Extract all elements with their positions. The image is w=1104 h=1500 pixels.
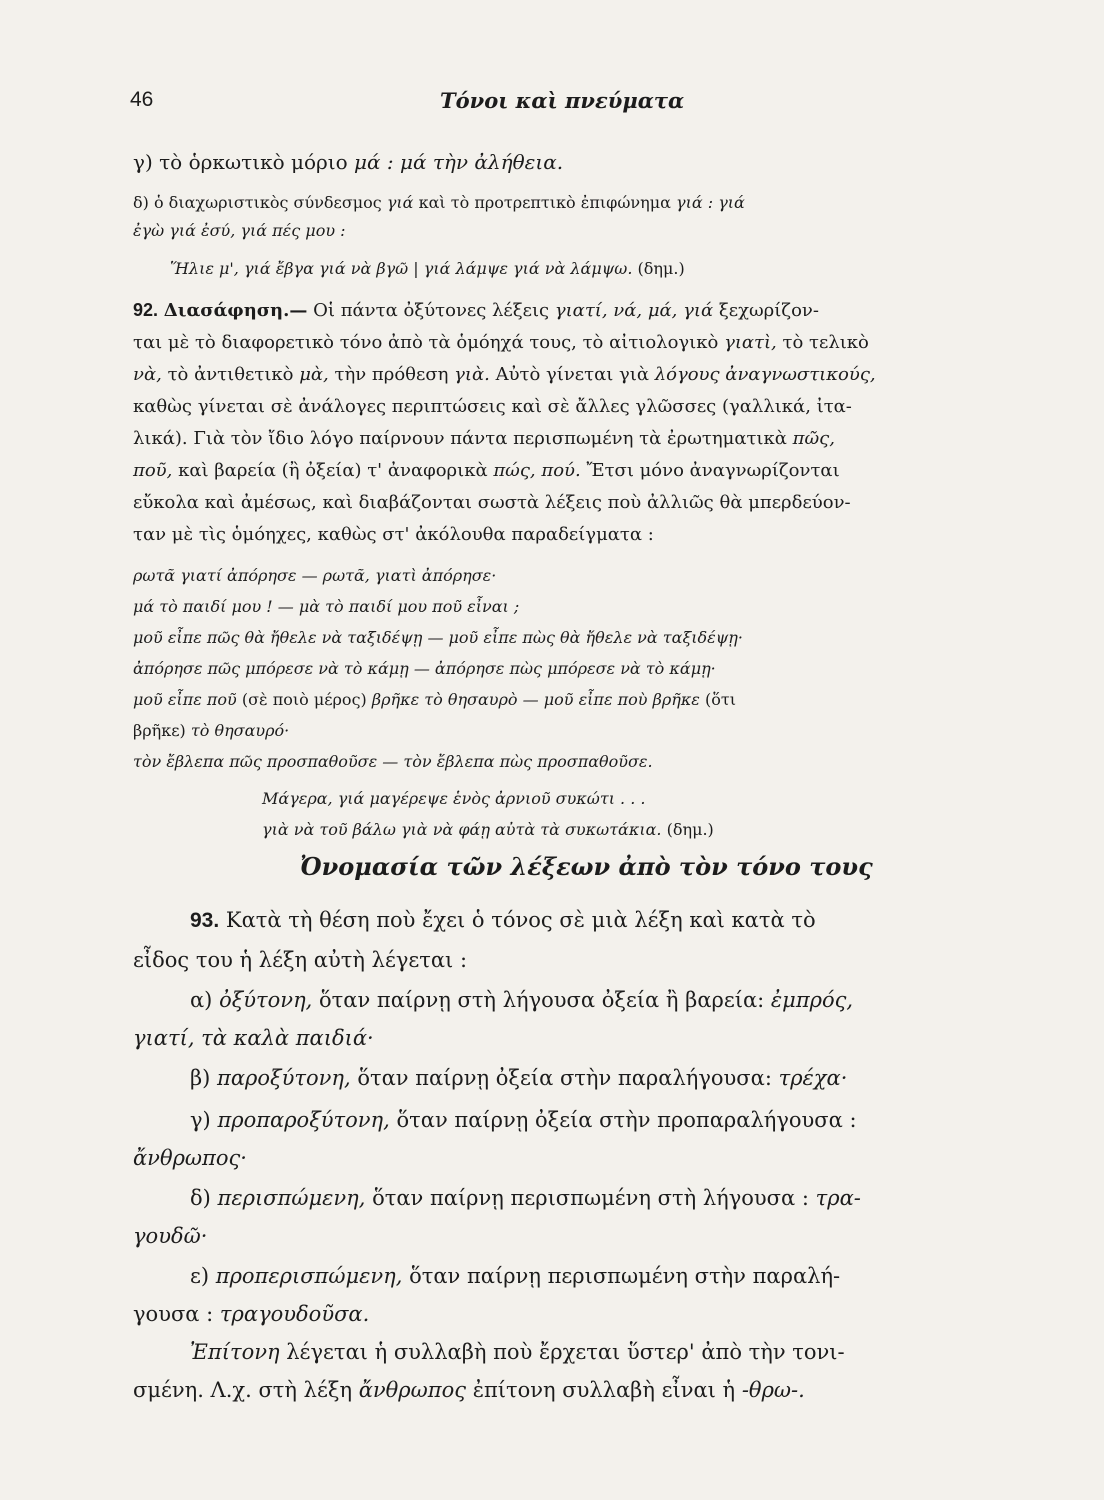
verse-2: γιὰ νὰ τοῦ βάλω γιὰ νὰ φάῃ αὐτὰ τὰ συκωτάκια. (δημ.): [262, 820, 714, 839]
running-header: [130, 88, 970, 112]
item-e-cont: γουσα : τραγουδοῦσα.: [133, 1302, 370, 1326]
verse-1: Μάγερα, γιά μαγέρεψε ἑνὸς ἀρνιοῦ συκώτι . . .: [262, 789, 646, 808]
section-92-line4: καθὼς γίνεται σὲ ἀνάλογες περιπτώσεις καὶ σὲ ἄλλες γλῶσσες (γαλλικά, ἰτα-: [133, 396, 852, 417]
example-3: μοῦ εἶπε πῶς θὰ ἤθελε νὰ ταξιδέψῃ — μοῦ εἶπε πὼς θὰ ἤθελε νὰ ταξιδέψῃ·: [133, 628, 743, 647]
section-92-line8: ταν μὲ τὶς ὁμόηχες, καθὼς στ' ἀκόλουθα παραδείγματα :: [133, 524, 654, 545]
section-92-line5: λικά). Γιὰ τὸν ἴδιο λόγο παίρνουν πάντα περισπωμένη τὰ ἐρωτηματικὰ πῶς,: [133, 428, 835, 449]
item-a: α) ὀξύτονη, ὅταν παίρνῃ στὴ λήγουσα ὀξεία ἢ βαρεία: ἐμπρός,: [190, 988, 854, 1012]
section-92-line2: ται μὲ τὸ διαφορετικὸ τόνο ἀπὸ τὰ ὁμόηχά τους, τὸ αἰτιολογικὸ γιατὶ, τὸ τελικὸ: [133, 332, 869, 353]
example-6: τὸν ἔβλεπα πῶς προσπαθοῦσε — τὸν ἔβλεπα πὼς προσπαθοῦσε.: [133, 752, 653, 771]
page-number: 46: [130, 88, 154, 111]
section-number: 93.: [190, 909, 220, 932]
section-title: Διασάφηση.—: [163, 300, 308, 321]
item-gamma: γ) τὸ ὁρκωτικὸ μόριο μά : μά τὴν ἀλήθεια.: [133, 150, 564, 174]
example-5: μοῦ εἶπε ποῦ (σὲ ποιὸ μέρος) βρῆκε τὸ θησαυρὸ — μοῦ εἶπε ποὺ βρῆκε (ὅτι: [133, 690, 736, 709]
example-4: ἀπόρησε πῶς μπόρεσε νὰ τὸ κάμῃ — ἀπόρησε πὼς μπόρεσε νὰ τὸ κάμῃ·: [133, 659, 716, 678]
item-delta-line1: δ) ὁ διαχωριστικὸς σύνδεσμος γιά καὶ τὸ προτρεπτικὸ ἐπιφώνημα γιά : γιά: [133, 193, 745, 212]
section-number: 92.: [133, 300, 159, 320]
example-5-cont: βρῆκε) τὸ θησαυρό·: [133, 721, 290, 740]
example-2: μά τὸ παιδί μου ! — μὰ τὸ παιδί μου ποῦ εἶναι ;: [133, 597, 520, 616]
item-a-cont: γιατί, τὰ καλὰ παιδιά·: [133, 1026, 374, 1050]
item-g-cont: ἄνθρωπος·: [133, 1146, 247, 1170]
item-e: ε) προπερισπώμενη, ὅταν παίρνῃ περισπωμένη στὴν παραλή-: [190, 1264, 841, 1288]
item-d-cont: γουδῶ·: [133, 1224, 208, 1248]
section-heading: Ὀνομασία τῶν λέξεων ἀπὸ τὸν τόνο τους: [300, 852, 873, 881]
item-d: δ) περισπώμενη, ὅταν παίρνῃ περισπωμένη στὴ λήγουσα : τρα-: [190, 1186, 861, 1210]
running-title: Τόνοι καὶ πνεύματα: [440, 88, 685, 113]
section-93-line2: εἶδος του ἡ λέξη αὐτὴ λέγεται :: [133, 948, 468, 972]
example-1: ρωτᾶ γιατί ἀπόρησε — ρωτᾶ, γιατὶ ἀπόρησε·: [133, 566, 497, 585]
epitone-line2: σμένη. Λ.χ. στὴ λέξη ἄνθρωπος ἐπίτονη συλλαβὴ εἶναι ἡ -θρω-.: [133, 1378, 805, 1402]
item-b: β) παροξύτονη, ὅταν παίρνῃ ὀξεία στὴν παραλήγουσα: τρέχα·: [190, 1066, 848, 1090]
section-92-line3: νὰ, τὸ ἀντιθετικὸ μὰ, τὴν πρόθεση γιὰ. Αὐτὸ γίνεται γιὰ λόγους ἀναγνωστικούς,: [133, 364, 876, 385]
section-92-line1: 92. Διασάφηση.— Οἱ πάντα ὀξύτονες λέξεις γιατί, νά, μά, γιά ξεχωρίζον-: [133, 300, 819, 321]
folk-quote: Ἥλιε μ', γιά ἔβγα γιά νὰ βγῶ | γιά λάμψε γιά νὰ λάμψω. (δημ.): [170, 259, 685, 278]
section-93-line1: 93. Κατὰ τὴ θέση ποὺ ἔχει ὁ τόνος σὲ μιὰ λέξη καὶ κατὰ τὸ: [190, 908, 816, 932]
section-92-line6: ποῦ, καὶ βαρεία (ἢ ὀξεία) τ' ἀναφορικὰ πώς, πού. Ἔτσι μόνο ἀναγνωρίζονται: [133, 460, 840, 481]
section-92-line7: εὔκολα καὶ ἀμέσως, καὶ διαβάζονται σωστὰ λέξεις ποὺ ἀλλιῶς θὰ μπερδεύον-: [133, 492, 851, 513]
epitone-line1: Ἐπίτονη λέγεται ἡ συλλαβὴ ποὺ ἔρχεται ὕστερ' ἀπὸ τὴν τονι-: [190, 1340, 845, 1364]
item-delta-line2: ἐγὼ γιά ἐσύ, γιά πές μου :: [133, 221, 346, 240]
item-g: γ) προπαροξύτονη, ὅταν παίρνῃ ὀξεία στὴν προπαραλήγουσα :: [190, 1108, 857, 1132]
